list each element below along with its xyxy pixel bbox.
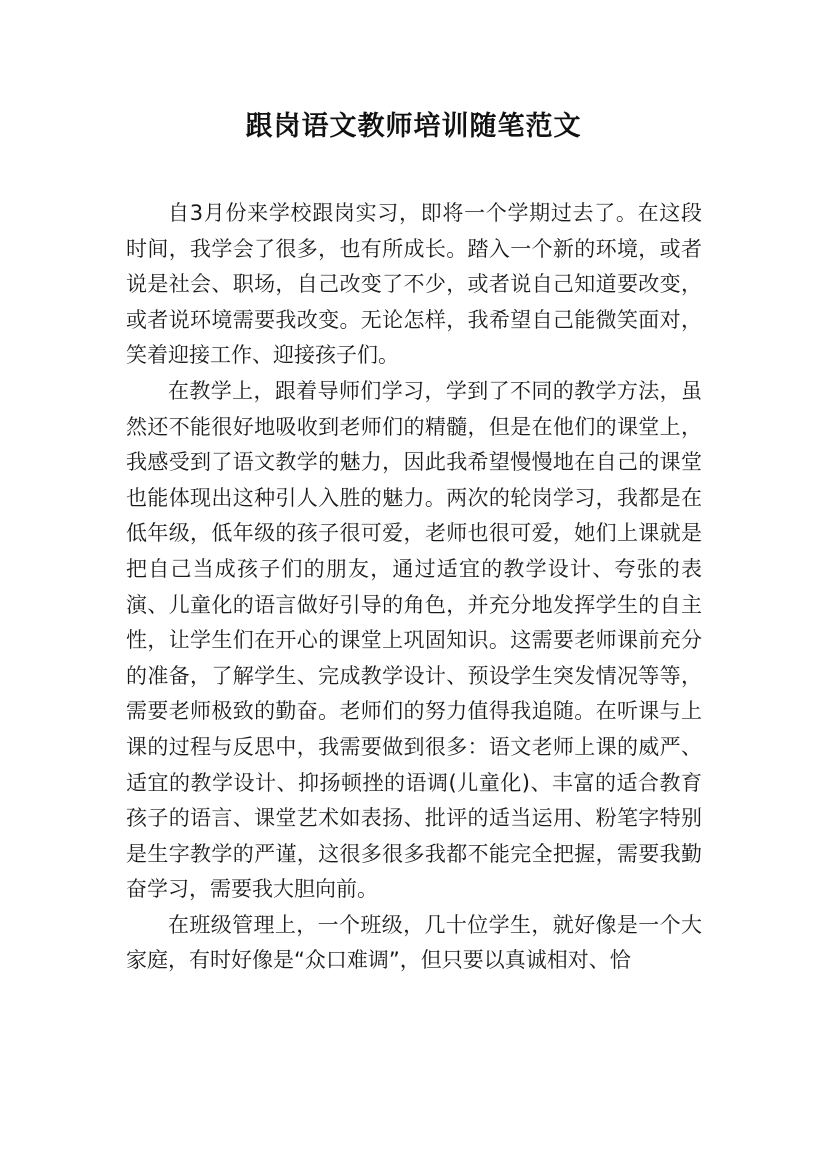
document-body	[126, 196, 702, 979]
document-title: 跟岗语文教师培训随笔范文	[245, 111, 582, 142]
paragraph-teaching: 在教学上，跟着导师们学习，学到了不同的教学方法，虽然还不能很好地吸收到老师们的精髓，但是在他们的课堂上，我感受到了语文教学的魅力，因此我希望慢慢地在自己的课堂也能体现出这种引人入胜的魅力。两次的轮岗学习，我都是在低年级，低年级的孩子很可爱，老师也很可爱，她们上课就是把自己当成孩子们的朋友，通过适宜的教学设计、夸张的表演、儿童化的语言做好引导的角色，并充分地发挥学生的自主性，让学生们在开心的课堂上巩固知识。这需要老师课前充分的准备，了解学生、完成教学设计、预设学生突发情况等等，需要老师极致的勤奋。老师们的努力值得我追随。在听课与上课的过程与反思中，我需要做到很多：语文老师上课的威严、适宜的教学设计、抑扬顿挫的语调(儿童化)、丰富的适合教育孩子的语言、课堂艺术如表扬、批评的适当运用、粉笔字特别是生字教学的严谨，这很多很多我都不能完全把握，需要我勤奋学习，需要我大胆向前。	[126, 378, 702, 902]
paragraph-class-management: 在班级管理上，一个班级，几十位学生，就好像是一个大家庭，有时好像是“众口难调”，但只要以真诚相对、恰	[126, 912, 702, 973]
paragraph-intro: 自3月份来学校跟岗实习，即将一个学期过去了。在这段时间，我学会了很多，也有所成长。踏入一个新的环境，或者说是社会、职场，自己改变了不少，或者说自己知道要改变，或者说环境需要我改变。无论怎样，我希望自己能微笑面对，笑着迎接工作、迎接孩子们。	[126, 201, 702, 368]
